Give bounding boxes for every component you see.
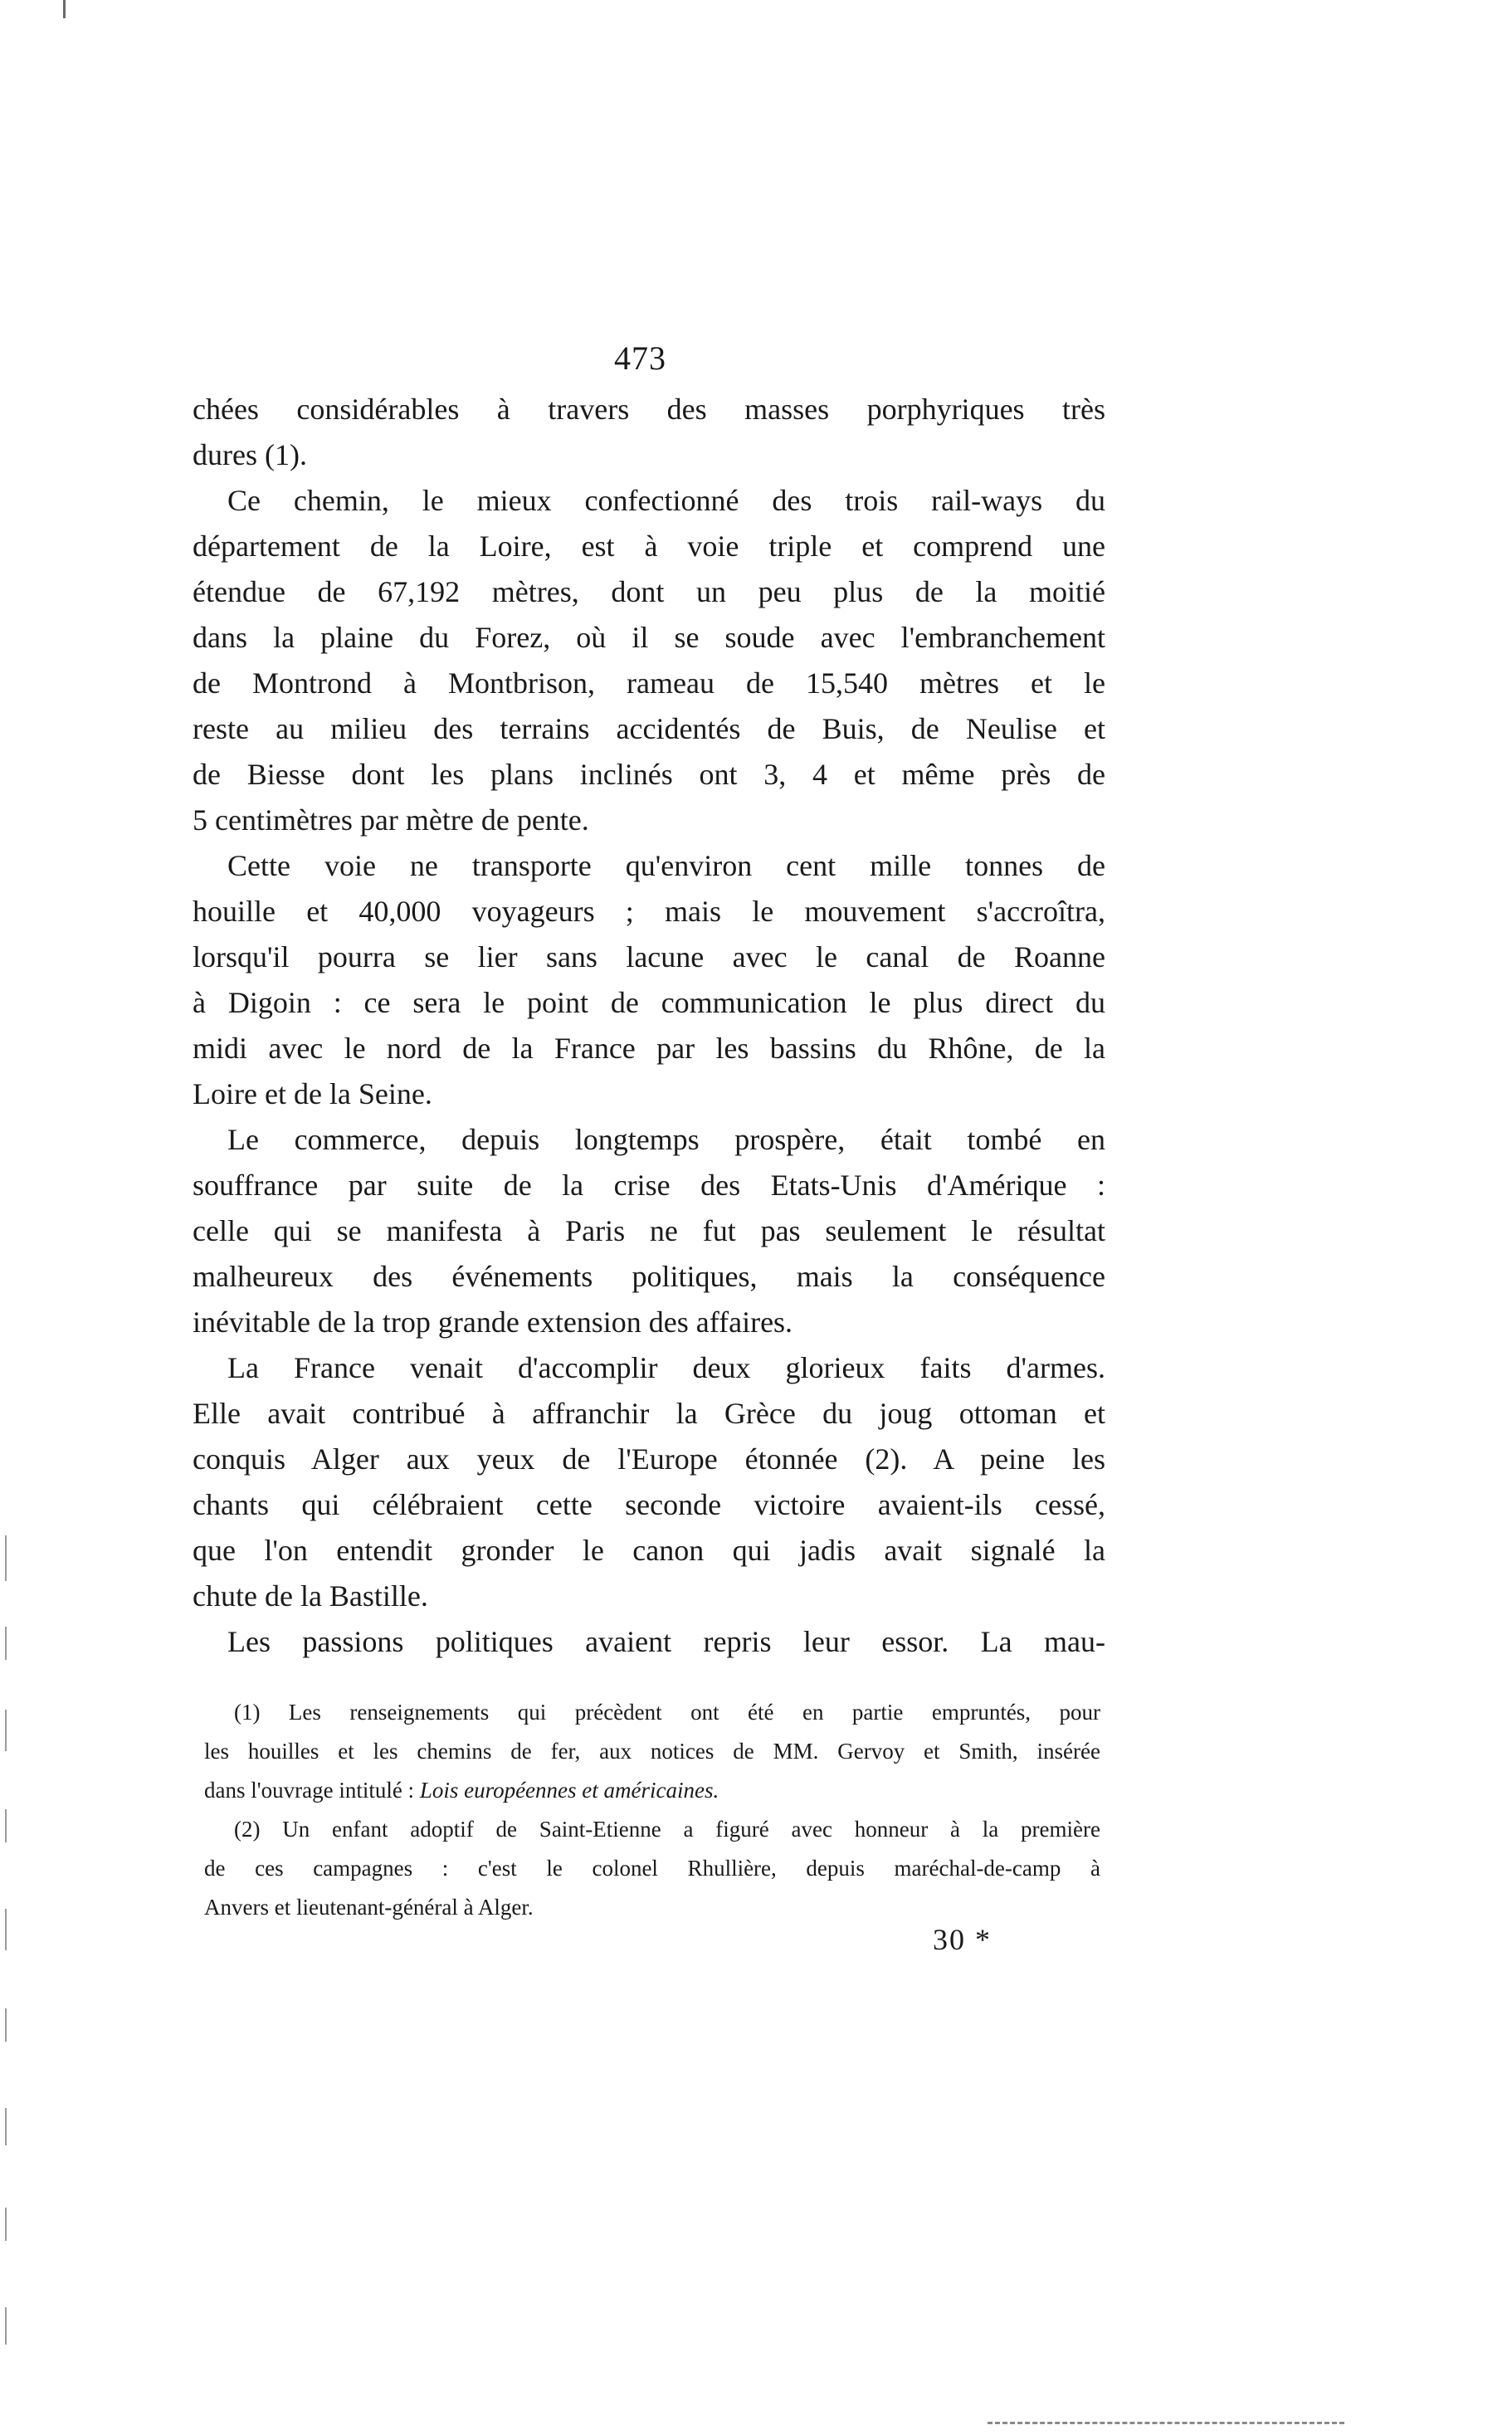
text-line: que l'on entendit gronder le canon qui jadis avait signalé la: [193, 1534, 1105, 1567]
text-line: chants qui célébraient cette seconde victoire avaient-ils cessé,: [193, 1488, 1105, 1521]
text-line: à Digoin : ce sera le point de communication le plus direct du: [193, 986, 1105, 1019]
text-line: celle qui se manifesta à Paris ne fut pas seulement le résultat: [193, 1214, 1105, 1247]
text-line: houille et 40,000 voyageurs ; mais le mouvement s'accroîtra,: [193, 895, 1105, 928]
text-line: reste au milieu des terrains accidentés de Buis, de Neulise et: [193, 712, 1105, 745]
footnote-text: dans l'ouvrage intitulé :: [204, 1778, 420, 1803]
scan-edge-mark: [5, 1710, 7, 1751]
text-line: Elle avait contribué à affranchir la Grèce du joug ottoman et: [193, 1397, 1105, 1430]
text-line: conquis Alger aux yeux de l'Europe étonnée (2). A peine les: [193, 1442, 1105, 1476]
scan-edge-mark: [5, 1909, 7, 1950]
scan-edge-mark: [988, 2422, 1344, 2424]
scan-edge-mark: [5, 1627, 7, 1660]
book-title: Lois européennes et américaines.: [419, 1778, 719, 1803]
text-line: lorsqu'il pourra se lier sans lacune avec le canal de Roanne: [193, 940, 1105, 974]
text-line: Cette voie ne transporte qu'environ cent mille tonnes de: [227, 849, 1105, 882]
text-line: Les passions politiques avaient repris leur essor. La mau-: [227, 1625, 1105, 1658]
footnote-line: (2) Un enfant adoptif de Saint-Etienne a figuré avec honneur à la première: [234, 1817, 1100, 1842]
text-line: malheureux des événements politiques, mais la conséquence: [193, 1260, 1105, 1293]
text-line: département de la Loire, est à voie triple et comprend une: [193, 529, 1105, 563]
text-line: Loire et de la Seine.: [193, 1077, 432, 1110]
text-line: midi avec le nord de la France par les bassins du Rhône, de la: [193, 1032, 1105, 1065]
text-line: inévitable de la trop grande extension des affaires.: [193, 1305, 793, 1339]
page-number: 473: [614, 339, 666, 377]
text-line: de Biesse dont les plans inclinés ont 3, 4 et même près de: [193, 758, 1105, 791]
text-line: La France venait d'accomplir deux glorieux faits d'armes.: [227, 1351, 1105, 1384]
footnotes: [204, 1693, 1100, 1927]
scan-edge-mark: [5, 2208, 7, 2241]
text-line: de Montrond à Montbrison, rameau de 15,540 mètres et le: [193, 666, 1105, 700]
text-line: chute de la Bastille.: [193, 1579, 428, 1613]
footnote-line: Anvers et lieutenant-général à Alger.: [204, 1895, 534, 1920]
footnote-line: les houilles et les chemins de fer, aux notices de MM. Gervoy et Smith, insérée: [204, 1739, 1100, 1764]
text-line: dures (1).: [193, 438, 307, 471]
text-line: chées considérables à travers des masses porphyriques très: [193, 393, 1105, 426]
text-line: Ce chemin, le mieux confectionné des trois rail-ways du: [227, 484, 1105, 517]
text-line: étendue de 67,192 mètres, dont un peu plus de la moitié: [193, 575, 1105, 608]
scan-edge-mark: [63, 0, 66, 18]
footnote-line: [204, 1771, 1100, 1810]
text-line: souffrance par suite de la crise des Etats-Unis d'Amérique :: [193, 1169, 1105, 1202]
text-line: dans la plaine du Forez, où il se soude avec l'embranchement: [193, 621, 1105, 654]
scan-edge-mark: [5, 1535, 7, 1581]
footnote-line: de ces campagnes : c'est le colonel Rhullière, depuis maréchal-de-camp à: [204, 1856, 1100, 1881]
scan-edge-mark: [5, 2307, 7, 2345]
footnote-line: (1) Les renseignements qui précèdent ont été en partie empruntés, pour: [234, 1700, 1100, 1725]
scan-edge-mark: [5, 1809, 7, 1842]
text-line: Le commerce, depuis longtemps prospère, était tombé en: [227, 1123, 1105, 1156]
scan-edge-mark: [5, 2008, 7, 2042]
signature-mark: 30 *: [933, 1923, 992, 1956]
text-line: 5 centimètres par mètre de pente.: [193, 803, 589, 837]
body-text: [193, 387, 1105, 1665]
scan-edge-mark: [5, 2108, 7, 2145]
